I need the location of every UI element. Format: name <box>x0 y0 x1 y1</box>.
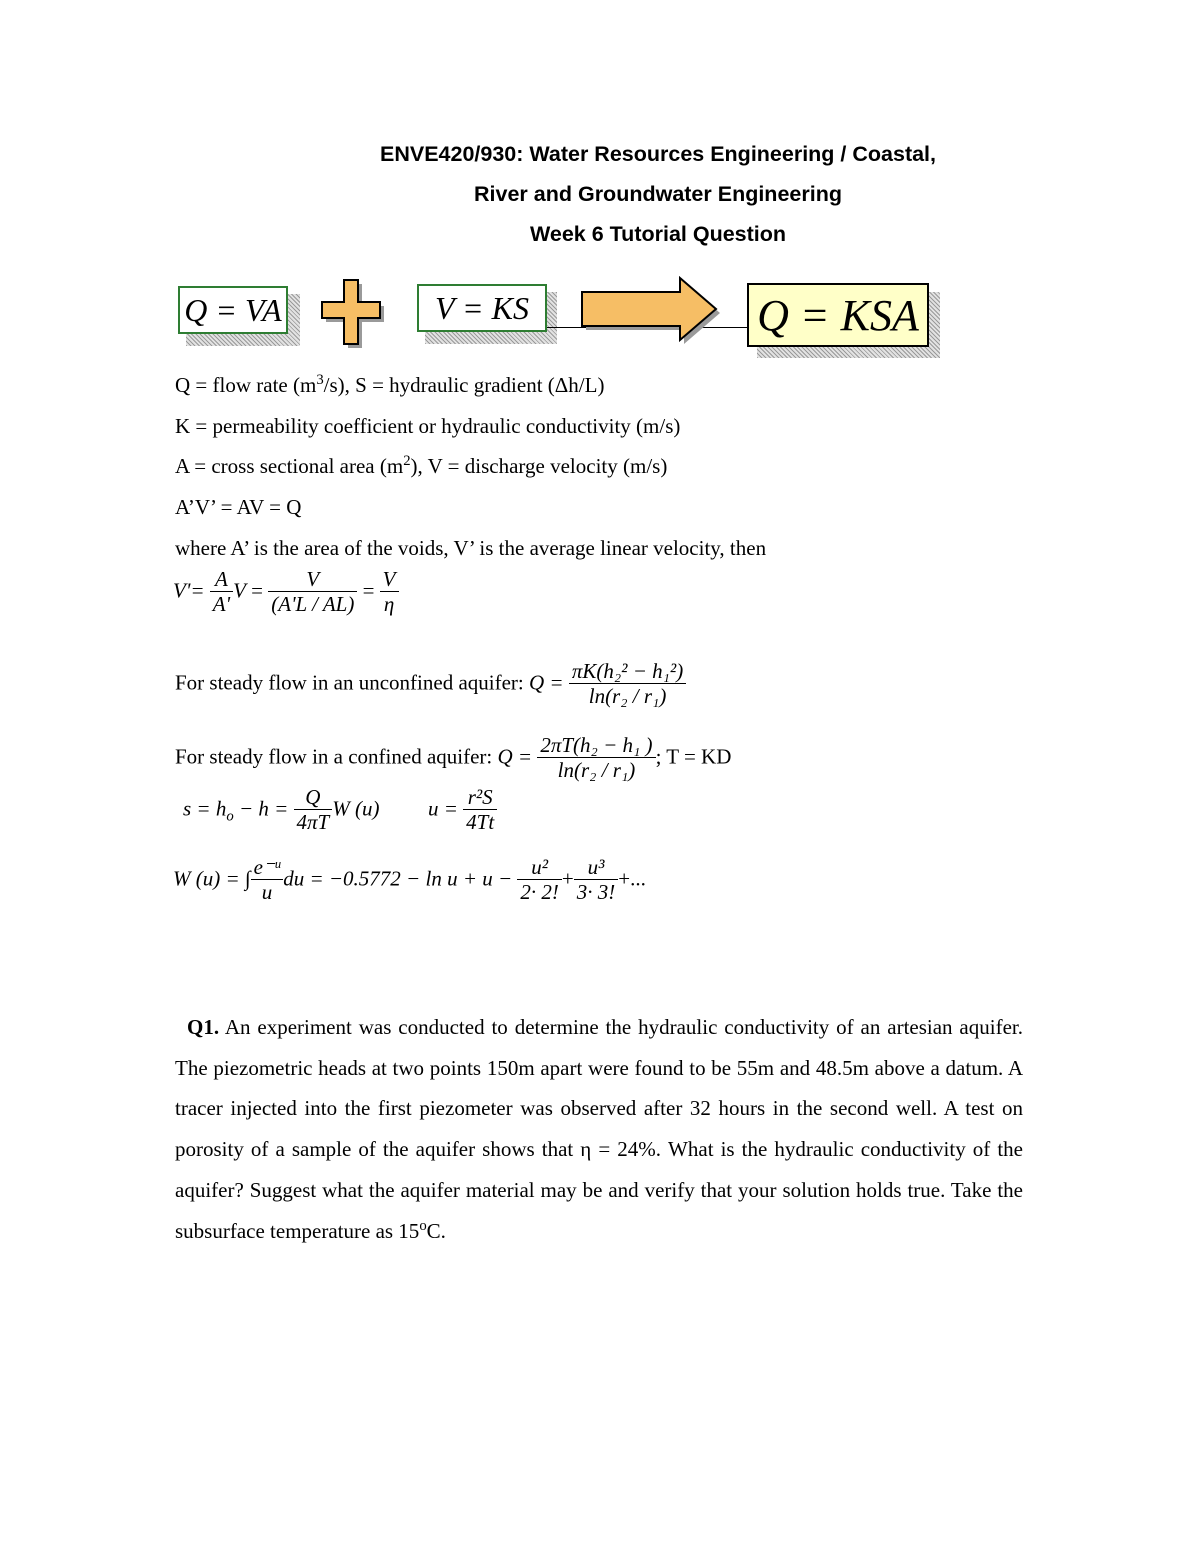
formula-box-q-va <box>178 286 288 334</box>
degree-symbol: o <box>419 1217 427 1234</box>
plus-icon <box>314 278 384 350</box>
definition-k: K = permeability coefficient or hydraulic conductivity (m/s) <box>175 414 681 438</box>
equation-unconfined-aquifer: For steady flow in an unconfined aquifer: Q = $\frac{\text{πK(h₂² − h₁²)}}{\text{ln(r₂ / r₁)}}$ <box>175 660 686 709</box>
question-body: An experiment was conducted to determine the hydraulic conductivity of an artesian aquifer. The piezometric heads at two points 150m apart were found to be 55m and 48.5m above a datum. A tracer injected into the first piezometer was observed after 32 hours in the second well. A test on porosity of a sample of the aquifer shows that η = 24%. What is the hydraulic conductivity of the aquifer? Suggest what the aquifer material may be and verify that your solution holds true. Take the subsurface temperature as 15 <box>175 1015 1023 1243</box>
formula-q-ksa-text: Q = KSA <box>757 290 919 340</box>
equation-average-linear-velocity: V'= $\frac{A}{A'}$ V = $\frac{V}{(A'L / AL)}$ = $\frac{V}{\eta}$ <box>173 568 399 617</box>
equation-confined-aquifer: For steady flow in a confined aquifer: Q = $\frac{\text{2πT(h₂ − h₁ )}}{\text{ln(r₂ / r₁)}}$ ; T = KD <box>175 733 732 783</box>
doc-title-line-2: River and Groundwater Engineering <box>474 182 842 206</box>
formula-v-ks-text: V = KS <box>435 289 529 326</box>
equation-theis-drawdown: $s = h_o - h$ = $\frac{Q}{4\pi T}$ W (u) <box>183 785 380 835</box>
equation-theis-u: u = $\frac{\text{r²S}}{4Tt}$ <box>428 786 497 835</box>
right-arrow-icon <box>576 276 726 346</box>
doc-title-line-1: ENVE420/930: Water Resources Engineering / Coastal, <box>379 142 937 166</box>
equation-well-function: W (u) = ∫ $\frac{\text{e⁻ᵘ}}{u}$ du = −0.5772 − ln u + u − $\frac{\text{u²}}{2\cdot 2!}$ + $\frac{\text{u³}}{3\cdot 3!}$ +... <box>173 855 646 905</box>
question-1: Q1. An experiment was conducted to determine the hydraulic conductivity of an artesian aquifer. The piezometric heads at two points 150m apart were found to be 55m and 48.5m above a datum. A tracer injected into the first piezometer was observed after 32 hours in the second well. A test on porosity of a sample of the aquifer shows that η = 24%. What is the hydraulic conductivity of the aquifer? Suggest what the aquifer material may be and verify that your solution holds true. Take the subsurface temperature as 15$^o$C. <box>175 1015 1023 1243</box>
continuity-equation: A’V’ = AV = Q <box>175 495 302 519</box>
void-velocity-text: where A’ is the area of the voids, V’ is the average linear velocity, then <box>175 536 767 560</box>
formula-q-va-text: Q = VA <box>184 291 282 328</box>
doc-title-line-3: Week 6 Tutorial Question <box>529 222 787 246</box>
definition-a-v: A = cross sectional area $(m^2)$, V = discharge velocity (m/s) <box>175 453 668 478</box>
formula-box-v-ks <box>417 284 547 332</box>
formula-box-q-ksa <box>747 283 929 347</box>
question-label: Q1. <box>187 1015 220 1039</box>
definition-q-s: Q = flow rate $(m^3/s)$, S = hydraulic gradient (Δh/L) <box>175 372 605 397</box>
